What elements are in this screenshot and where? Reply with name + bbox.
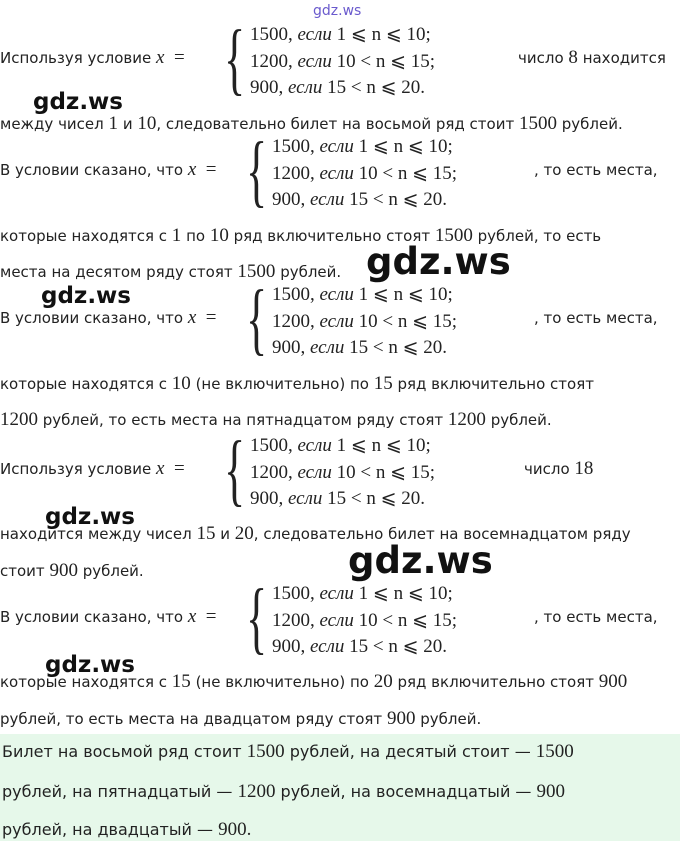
case-2: 1200, если 10 < n ⩽ 15; xyxy=(272,311,458,332)
block-lead: В условии сказано, что x = xyxy=(0,307,217,328)
text-line: 1200 рублей, то есть места на пятнадцатом ряду стоят 1200 рублей. xyxy=(0,409,552,430)
brace: { xyxy=(246,275,268,363)
watermark: gdz.ws xyxy=(348,539,493,582)
case-3: 900, если 15 < n ⩽ 20. xyxy=(272,337,448,358)
watermark: gdz.ws xyxy=(366,240,511,283)
answer-line: Билет на восьмой ряд стоит 1500 рублей, на десятый стоит — 1500 xyxy=(2,741,574,762)
brace: { xyxy=(224,426,246,514)
block-lead: Используя условие x = xyxy=(0,458,185,479)
text-line: которые находятся с 15 (не включительно) по 20 ряд включительно стоят 900 xyxy=(0,671,628,692)
block-lead: В условии сказано, что x = xyxy=(0,606,217,627)
watermark: gdz.ws xyxy=(33,89,123,115)
block-tail: , то есть места, xyxy=(534,309,658,327)
text-line: которые находятся с 1 по 10 ряд включительно стоят 1500 рублей, то есть xyxy=(0,225,602,246)
block-tail: , то есть места, xyxy=(534,161,658,179)
text-line: стоит 900 рублей. xyxy=(0,560,144,581)
block-tail: число 18 xyxy=(524,458,594,479)
case-3: 900, если 15 < n ⩽ 20. xyxy=(250,77,426,98)
text-line: места на десятом ряду стоят 1500 рублей. xyxy=(0,261,342,282)
answer-line: рублей, на двадцатый — 900. xyxy=(2,819,252,840)
brace: { xyxy=(224,15,246,103)
case-3: 900, если 15 < n ⩽ 20. xyxy=(250,488,426,509)
block-tail: число 8 находится xyxy=(518,47,666,68)
text-line: которые находятся с 10 (не включительно) по 15 ряд включительно стоят xyxy=(0,373,594,394)
case-1: 1500, если 1 ⩽ n ⩽ 10; xyxy=(272,136,453,157)
case-3: 900, если 15 < n ⩽ 20. xyxy=(272,636,448,657)
case-1: 1500, если 1 ⩽ n ⩽ 10; xyxy=(272,583,453,604)
answer-box xyxy=(0,734,680,841)
case-2: 1200, если 10 < n ⩽ 15; xyxy=(250,51,436,72)
case-2: 1200, если 10 < n ⩽ 15; xyxy=(250,462,436,483)
watermark: gdz.ws xyxy=(45,504,135,530)
answer-line: рублей, на пятнадцатый — 1200 рублей, на восемнадцатый — 900 xyxy=(2,781,566,802)
text-line: рублей, то есть места на двадцатом ряду стоят 900 рублей. xyxy=(0,708,482,729)
case-1: 1500, если 1 ⩽ n ⩽ 10; xyxy=(272,284,453,305)
system-block-2 xyxy=(0,127,680,215)
system-block-4 xyxy=(0,426,680,514)
case-1: 1500, если 1 ⩽ n ⩽ 10; xyxy=(250,435,431,456)
case-3: 900, если 15 < n ⩽ 20. xyxy=(272,189,448,210)
text-line: между чисел 1 и 10, следовательно билет на восьмой ряд стоит 1500 рублей. xyxy=(0,113,623,134)
system-block-3 xyxy=(0,275,680,363)
case-2: 1200, если 10 < n ⩽ 15; xyxy=(272,163,458,184)
watermark: gdz.ws xyxy=(41,283,131,309)
brace: { xyxy=(246,127,268,215)
case-1: 1500, если 1 ⩽ n ⩽ 10; xyxy=(250,24,431,45)
watermark: gdz.ws xyxy=(45,652,135,678)
block-lead: В условии сказано, что x = xyxy=(0,159,217,180)
text-line: находится между чисел 15 и 20, следовательно билет на восемнадцатом ряду xyxy=(0,523,631,544)
block-tail: , то есть места, xyxy=(534,608,658,626)
block-lead: Используя условие x = xyxy=(0,47,185,68)
brace: { xyxy=(246,574,268,662)
watermark-top: gdz.ws xyxy=(313,3,362,19)
system-block-5 xyxy=(0,574,680,662)
case-2: 1200, если 10 < n ⩽ 15; xyxy=(272,610,458,631)
